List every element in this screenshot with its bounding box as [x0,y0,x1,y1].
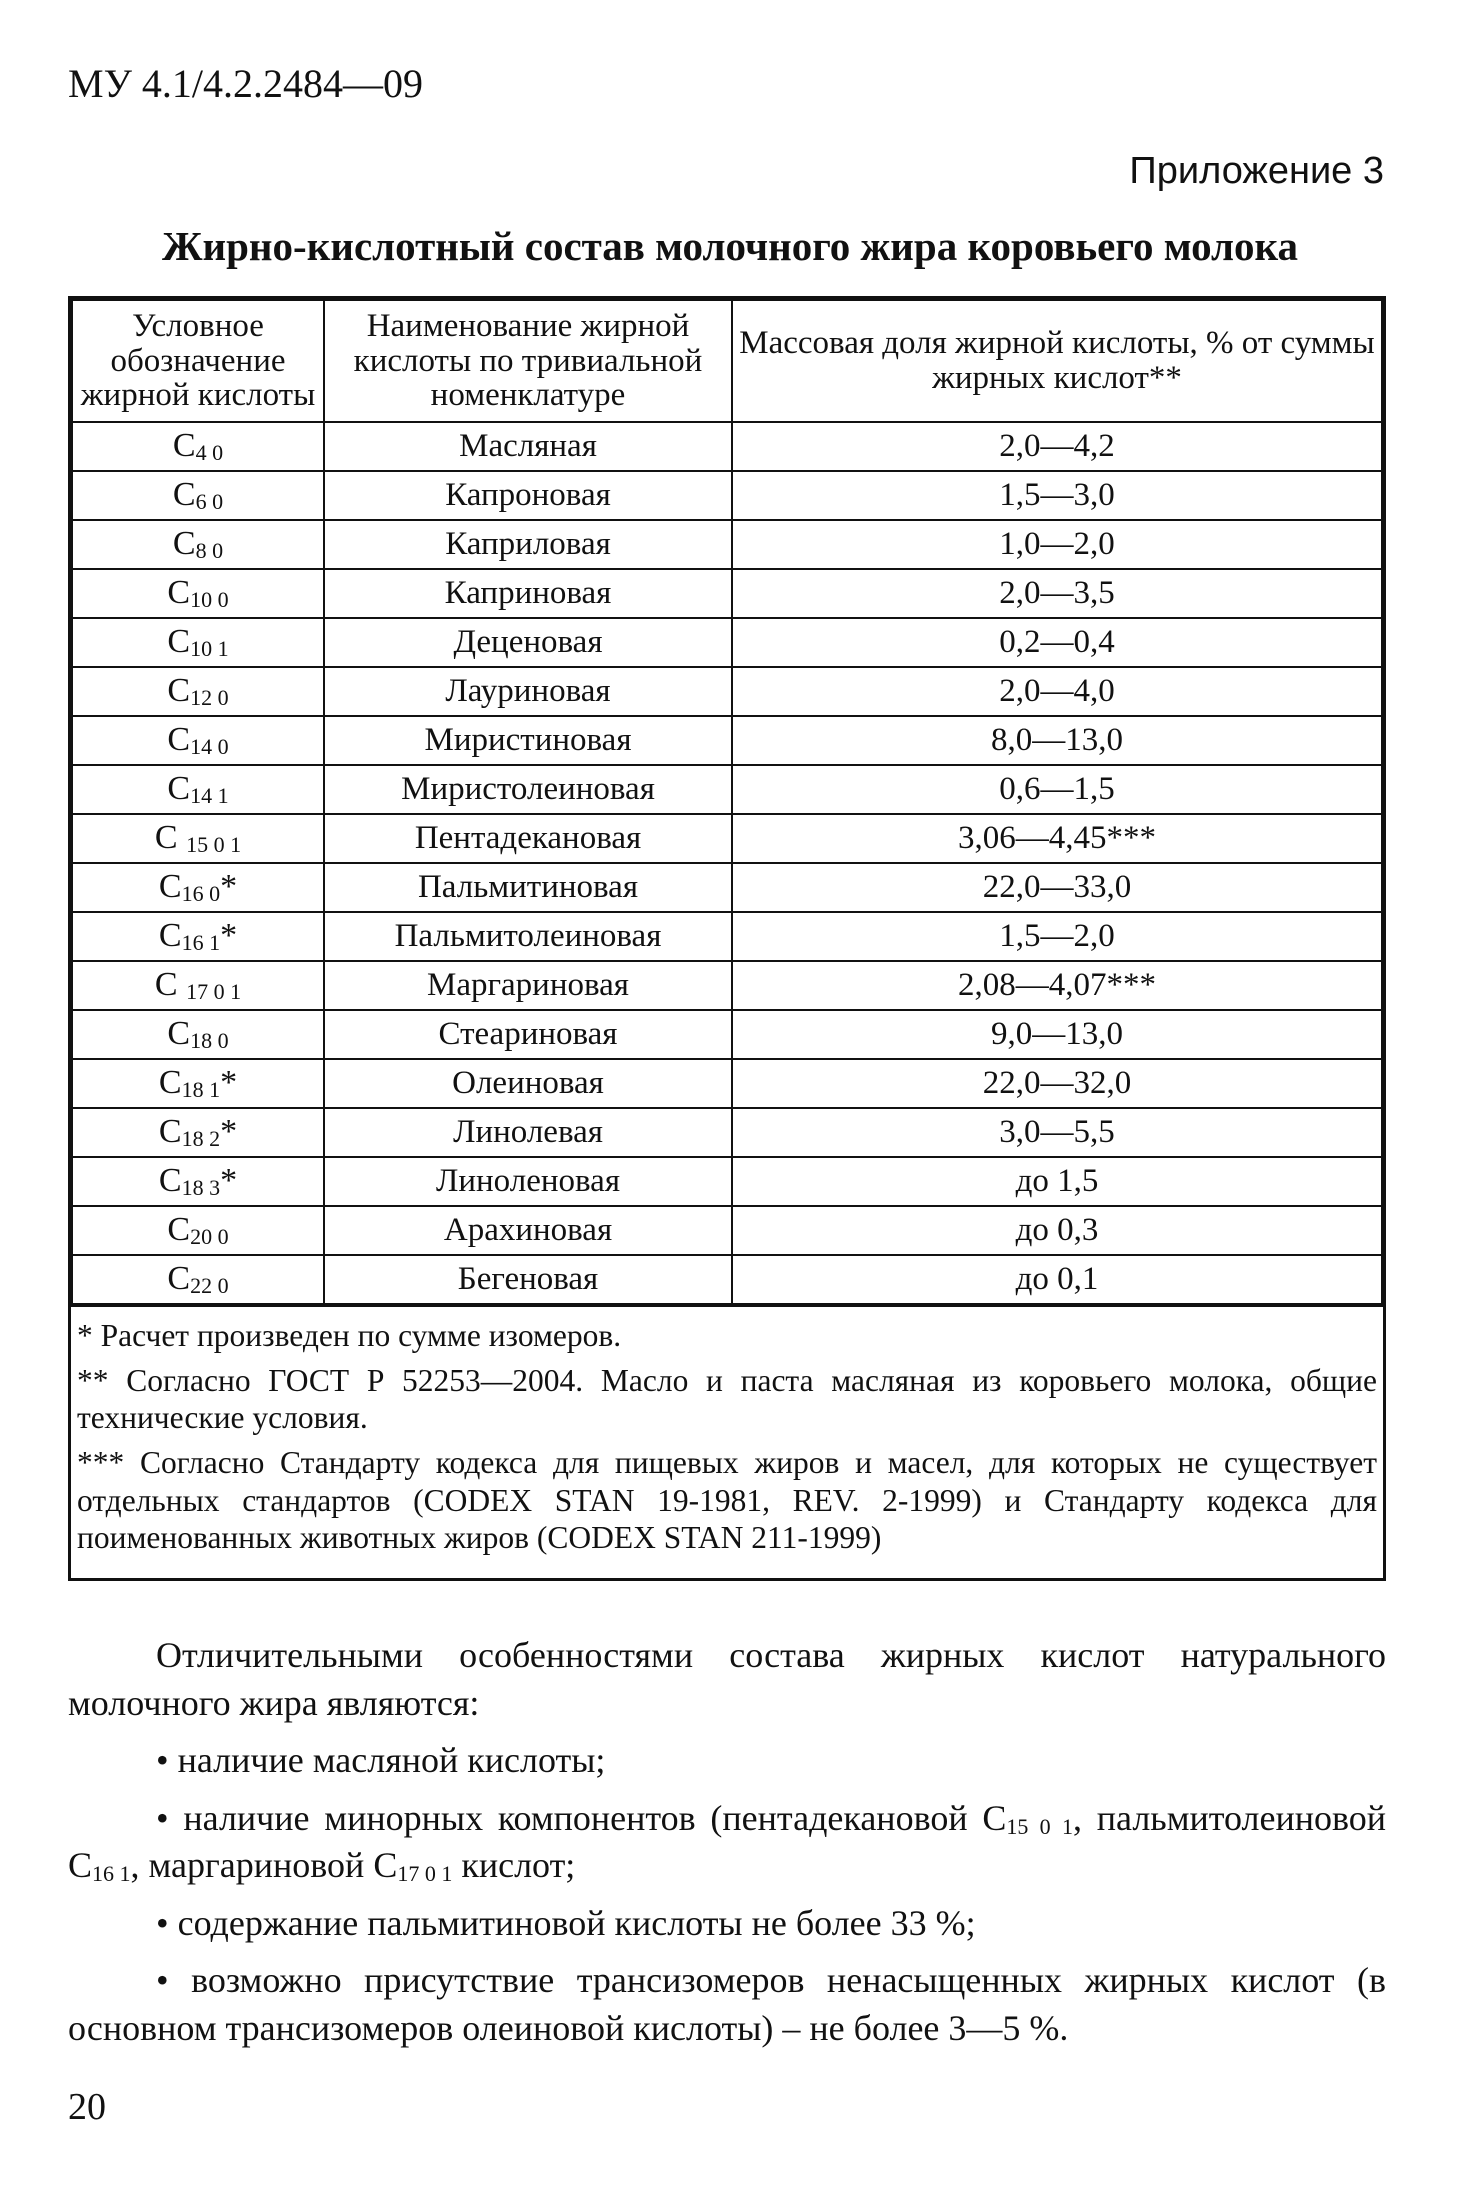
designation-subscript: 18 1 [181,1077,221,1102]
cell-value: 1,5—3,0 [732,471,1382,520]
cell-name: Каприновая [324,569,732,618]
table-row [72,863,1382,912]
cell-designation [72,422,324,471]
cell-value: 22,0—32,0 [732,1059,1382,1108]
designation-subscript: 6 0 [195,489,224,514]
cell-name: Каприловая [324,520,732,569]
cell-designation [72,716,324,765]
cell-value: 3,06—4,45*** [732,814,1382,863]
bullet-text: , пальмитолеиновой C [68,1797,1387,1886]
designation-letter: C [158,1162,182,1199]
bullet-text: , маргариновой C [130,1845,398,1886]
designation-subscript: 20 0 [190,1224,229,1249]
cell-value: 1,5—2,0 [732,912,1382,961]
fatty-acid-table [68,296,1386,1581]
table-row [72,1255,1382,1304]
designation-subscript: 10 0 [190,587,229,612]
cell-value: 2,0—3,5 [732,569,1382,618]
subscript: 16 1 [92,1861,131,1887]
designation-subscript: 15 0 1 [186,832,242,857]
table-row [72,667,1382,716]
designation-letter: C [167,672,191,709]
table-row [72,716,1382,765]
body-text [68,1632,1386,2062]
header-mass-fraction: Массовая доля жирной кислоты, % от суммы жирных кислот** [732,300,1382,422]
table-row [72,1108,1382,1157]
cell-name: Арахиновая [324,1206,732,1255]
cell-name: Стеариновая [324,1010,732,1059]
note-2: ** Согласно ГОСТ Р 52253—2004. Масло и паста масляная из коровьего молока, общие технические условия. [77,1363,1377,1436]
table-row [72,520,1382,569]
cell-name: Олеиновая [324,1059,732,1108]
designation-suffix: * [220,1162,238,1199]
table-row [72,569,1382,618]
cell-name: Миристиновая [324,716,732,765]
cell-designation [72,1157,324,1206]
cell-designation [72,667,324,716]
header-designation: Условное обозначение жирной кислоты [72,300,324,422]
designation-letter: C [154,819,187,856]
cell-name: Маргариновая [324,961,732,1010]
cell-designation [72,863,324,912]
cell-designation [72,912,324,961]
cell-value: 9,0—13,0 [732,1010,1382,1059]
cell-designation [72,618,324,667]
subscript: 15 0 1 [1006,1813,1073,1839]
designation-letter: C [167,1211,191,1248]
appendix-label: Приложение 3 [1129,150,1384,192]
table-row [72,961,1382,1010]
designation-subscript: 4 0 [195,440,224,465]
cell-value: 2,0—4,2 [732,422,1382,471]
designation-letter: C [167,623,191,660]
designation-letter: C [172,525,196,562]
bullet-butyric: • наличие масляной кислоты; [156,1740,606,1781]
table-row [72,1206,1382,1255]
cell-value: 0,2—0,4 [732,618,1382,667]
cell-name: Миристолеиновая [324,765,732,814]
designation-letter: C [167,1015,191,1052]
cell-name: Масляная [324,422,732,471]
table-row [72,618,1382,667]
designation-letter: C [154,966,187,1003]
cell-value: 2,08—4,07*** [732,961,1382,1010]
cell-value: 22,0—33,0 [732,863,1382,912]
designation-subscript: 18 0 [190,1028,229,1053]
cell-designation [72,1206,324,1255]
bullet-text: • наличие минорных компонентов (пентадекановой C [156,1797,1007,1838]
table-row [72,471,1382,520]
cell-name: Пальмитолеиновая [324,912,732,961]
cell-name: Лауриновая [324,667,732,716]
designation-letter: C [167,770,191,807]
designation-subscript: 14 0 [190,734,229,759]
page-title: Жирно-кислотный состав молочного жира коровьего молока [161,223,1299,269]
note-1: * Расчет произведен по сумме изомеров. [77,1318,622,1353]
designation-letter: C [167,574,191,611]
cell-name: Бегеновая [324,1255,732,1304]
cell-name: Деценовая [324,618,732,667]
designation-suffix: * [220,1113,238,1150]
cell-value: 2,0—4,0 [732,667,1382,716]
cell-designation [72,1255,324,1304]
bullet-palmitic: • содержание пальмитиновой кислоты не более 33 %; [156,1902,976,1943]
cell-name: Пентадекановая [324,814,732,863]
cell-value: до 1,5 [732,1157,1382,1206]
designation-subscript: 14 1 [190,783,229,808]
cell-name: Пальмитиновая [324,863,732,912]
cell-value: до 0,1 [732,1255,1382,1304]
table-row [72,912,1382,961]
table-row [72,1010,1382,1059]
designation-subscript: 8 0 [195,538,224,563]
cell-designation [72,569,324,618]
cell-designation [72,471,324,520]
designation-suffix: * [220,1064,238,1101]
cell-name: Капроновая [324,471,732,520]
cell-designation [72,1010,324,1059]
cell-designation [72,814,324,863]
designation-subscript: 17 0 1 [186,979,242,1004]
table-row [72,422,1382,471]
table-row [72,765,1382,814]
designation-subscript: 12 0 [190,685,229,710]
designation-letter: C [167,1260,191,1297]
designation-letter: C [158,868,182,905]
page-number: 20 [68,2086,106,2128]
designation-subscript: 18 3 [181,1175,221,1200]
designation-subscript: 22 0 [190,1273,229,1298]
table-row [72,814,1382,863]
cell-designation [72,1108,324,1157]
cell-name: Линолевая [324,1108,732,1157]
note-3: *** Согласно Стандарту кодекса для пищевых жиров и масел, для которых не существует отдельных стандартов (CODEX STAN 19-1981, REV. 2-1999) и Стандарту кодекса для поименованных животных жиров (CODEX STAN 211-1999) [77,1445,1377,1555]
designation-subscript: 18 2 [181,1126,221,1151]
designation-letter: C [158,917,182,954]
designation-subscript: 16 1 [181,930,221,955]
designation-suffix: * [220,917,238,954]
cell-designation [72,1059,324,1108]
cell-designation [72,520,324,569]
designation-letter: C [158,1113,182,1150]
designation-letter: C [172,427,196,464]
intro-paragraph: Отличительными особенностями состава жирных кислот натурального молочного жира являются: [68,1635,1386,1723]
table-notes [71,1305,1383,1578]
subscript: 17 0 1 [397,1861,453,1887]
table-row [72,1157,1382,1206]
table-row [72,1059,1382,1108]
cell-value: 8,0—13,0 [732,716,1382,765]
cell-designation [72,765,324,814]
designation-letter: C [167,721,191,758]
designation-letter: C [158,1064,182,1101]
designation-subscript: 10 1 [190,636,229,661]
bullet-trans-isomers: • возможно присутствие трансизомеров ненасыщенных жирных кислот (в основном трансизомеров олеиновой кислоты) – не более 3—5 %. [68,1960,1386,2048]
cell-name: Линоленовая [324,1157,732,1206]
cell-value: 1,0—2,0 [732,520,1382,569]
bullet-minor-components [68,1795,1386,1890]
document-code: МУ 4.1/4.2.2484—09 [68,61,423,106]
designation-suffix: * [220,868,238,905]
designation-subscript: 16 0 [181,881,221,906]
cell-value: до 0,3 [732,1206,1382,1255]
bullet-text: кислот; [452,1845,576,1886]
header-name: Наименование жирной кислоты по тривиальной номенклатуре [324,300,732,422]
designation-letter: C [172,476,196,513]
cell-value: 3,0—5,5 [732,1108,1382,1157]
cell-value: 0,6—1,5 [732,765,1382,814]
cell-designation [72,961,324,1010]
